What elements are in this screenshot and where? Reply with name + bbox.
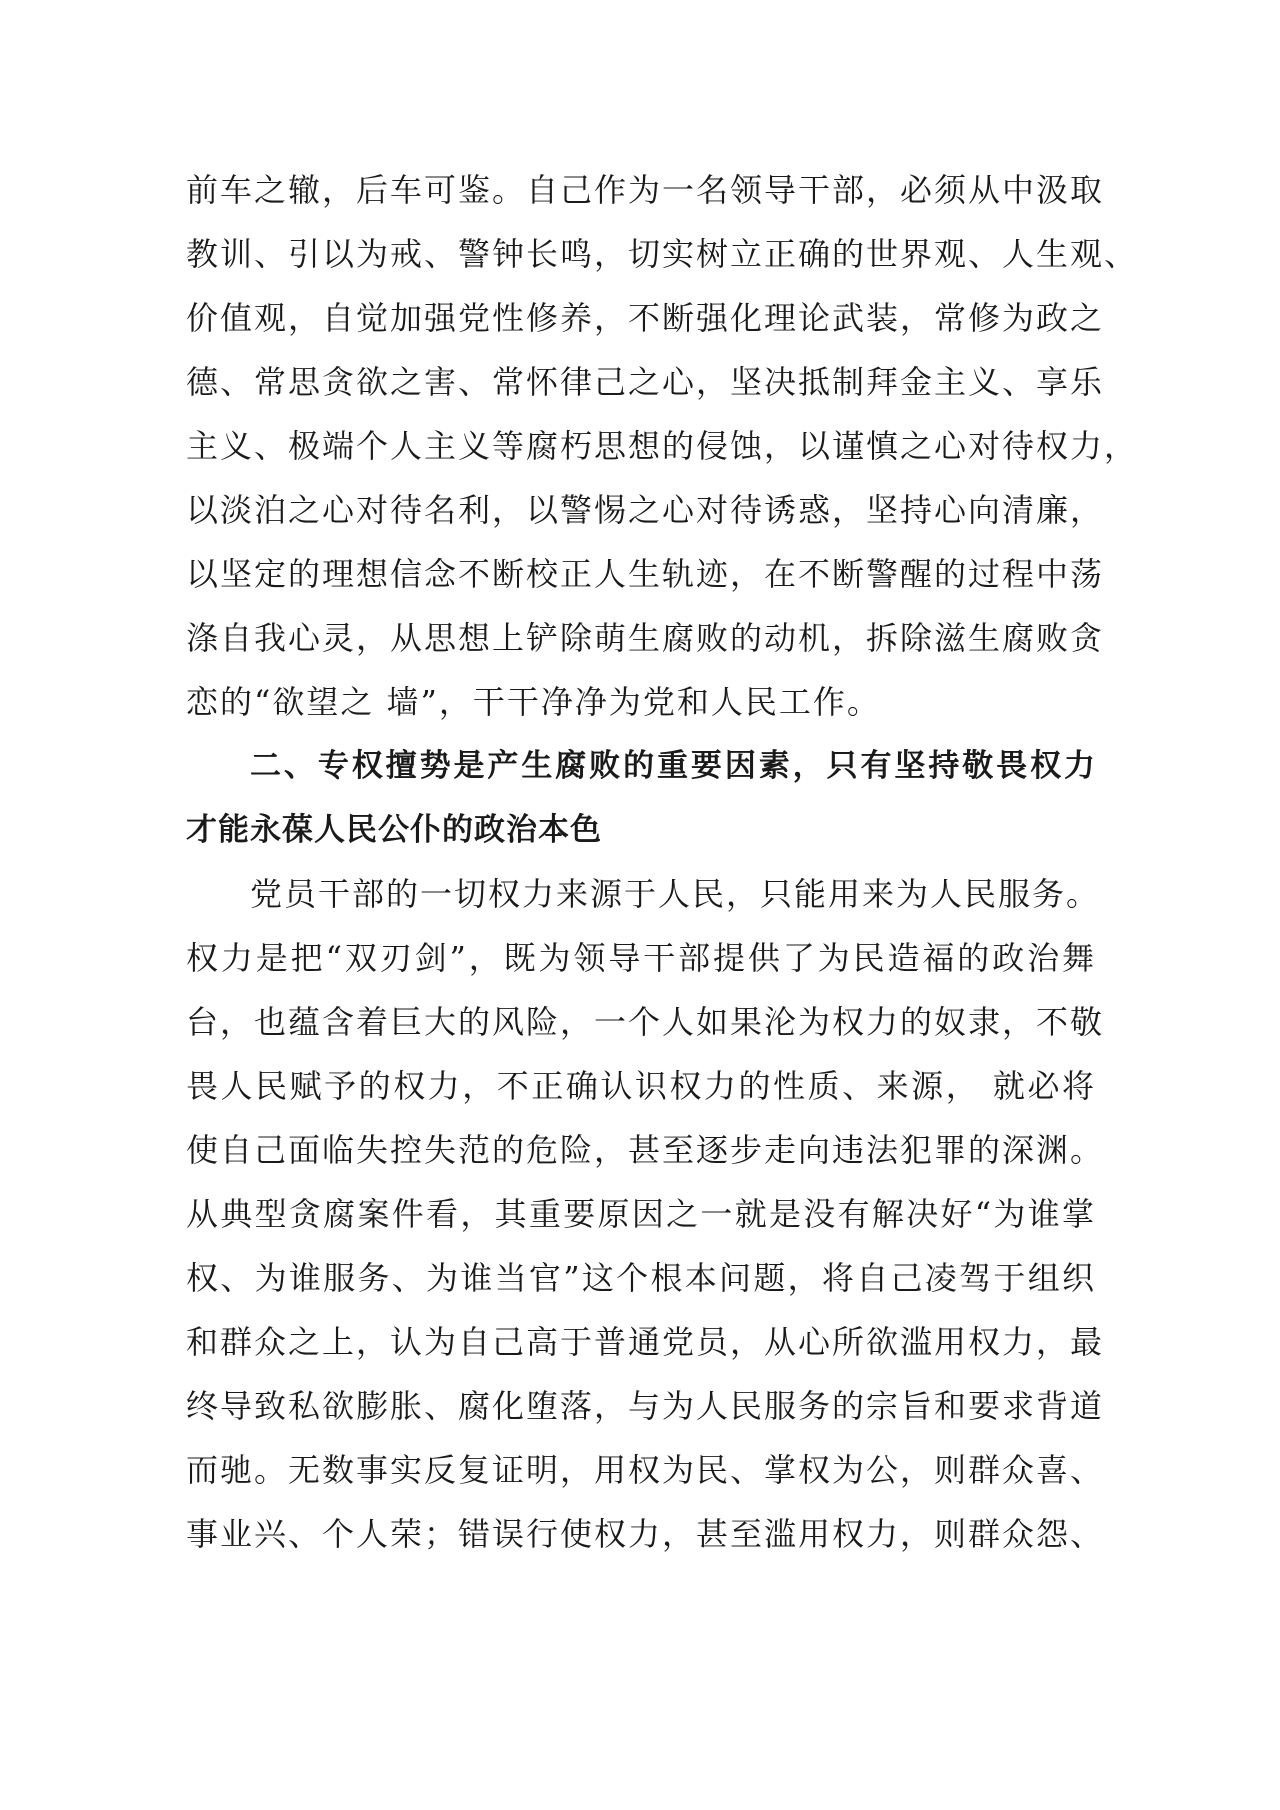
- section-heading: 才能永葆人民公仆的政治本色: [186, 812, 602, 848]
- section-heading: 二、专权擅势是产生腐败的重要因素，只有坚持敬畏权力: [250, 748, 1096, 784]
- paragraph-line: 以坚定的理想信念不断校正人生轨迹，在不断警醒的过程中荡: [186, 555, 1105, 593]
- paragraph-line: 权、为谁服务、为谁当官”这个根本问题，将自己凌驾于组织: [186, 1259, 1096, 1297]
- paragraph-line: 德、常思贪欲之害、常怀律己之心，坚决抵制拜金主义、享乐: [186, 363, 1105, 401]
- paragraph-line: 台，也蕴含着巨大的风险，一个人如果沦为权力的奴隶，不敬: [186, 1003, 1105, 1041]
- paragraph-line: 以淡泊之心对待名利，以警惕之心对待诱惑，坚持心向清廉，: [186, 491, 1105, 529]
- paragraph-line: 涤自我心灵，从思想上铲除萌生腐败的动机，拆除滋生腐败贪: [186, 619, 1105, 657]
- paragraph-line: 畏人民赋予的权力，不正确认识权力的性质、来源， 就必将: [186, 1067, 1096, 1105]
- paragraph-line: 和群众之上，认为自己高于普通党员，从心所欲滥用权力，最: [186, 1323, 1105, 1361]
- paragraph-line: 党员干部的一切权力来源于人民，只能用来为人民服务。: [250, 875, 1101, 913]
- paragraph-line: 主义、极端个人主义等腐朽思想的侵蚀，以谨慎之心对待权力，: [186, 427, 1139, 465]
- paragraph-line: 终导致私欲膨胀、腐化堕落，与为人民服务的宗旨和要求背道: [186, 1387, 1105, 1425]
- paragraph-line: 价值观，自觉加强党性修养，不断强化理论武装，常修为政之: [186, 299, 1105, 337]
- paragraph-line: 前车之辙，后车可鉴。自己作为一名领导干部，必须从中汲取: [186, 171, 1105, 209]
- paragraph-line: 使自己面临失控失范的危险，甚至逐步走向违法犯罪的深渊。: [186, 1131, 1105, 1169]
- paragraph-line: 而驰。无数事实反复证明，用权为民、掌权为公，则群众喜、: [186, 1451, 1105, 1489]
- paragraph-line: 权力是把“双刃剑”，既为领导干部提供了为民造福的政治舞: [186, 939, 1096, 977]
- paragraph-line: 教训、引以为戒、警钟长鸣，切实树立正确的世界观、人生观、: [186, 235, 1139, 273]
- paragraph-line: 事业兴、个人荣；错误行使权力，甚至滥用权力，则群众怨、: [186, 1515, 1105, 1553]
- paragraph-line: 恋的“欲望之 墙”，干干净净为党和人民工作。: [186, 683, 881, 721]
- paragraph-line: 从典型贪腐案件看，其重要原因之一就是没有解决好“为谁掌: [186, 1195, 1096, 1233]
